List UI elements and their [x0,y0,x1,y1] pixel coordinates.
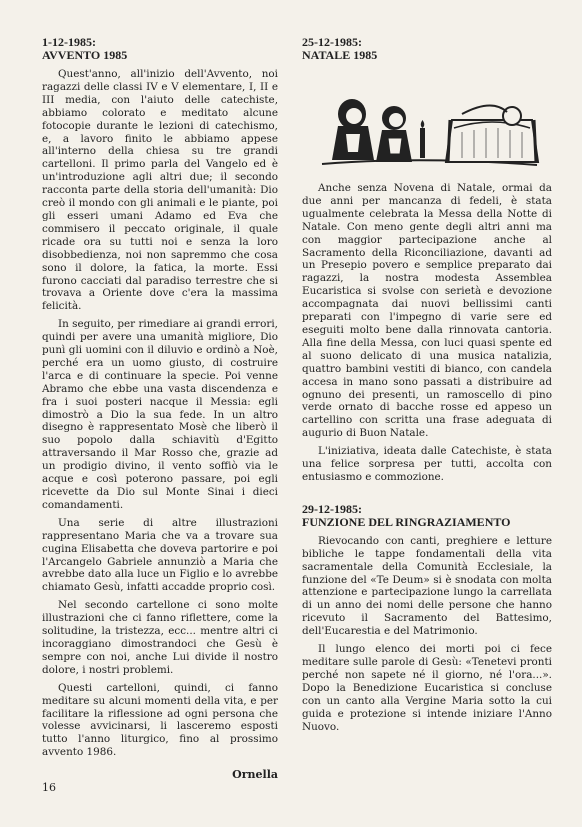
section-spacer [302,489,552,503]
right-column [302,36,552,738]
avvento-paragraph: Nel secondo cartellone ci sono molte illustrazioni che ci fanno riflettere, come la solitudine, la tristezza, ecc... mentre altri ci incoraggiano dimostrandoci che Gesù è sempre con noi, anche Lui divide il nostro dolore, i nostri problemi. [42,599,278,676]
ringraziamento-date: 29-12-1985: [302,501,362,516]
author-signature: Ornella [232,768,278,782]
natale-paragraph: Anche senza Novena di Natale, ormai da due anni per mancanza di fedeli, è stata ugualmente celebrata la Messa della Notte di Natale. Con meno gente degli altri anni ma con maggior partecipazione anche al Sacramento della Riconciliazione, davanti ad un Presepio povero e semplice preparato dai ragazzi, la nostra modesta Assemblea Eucaristica si svolse con serietà e devozione accompagnata dai nuovi bellissimi canti preparati con l'impegno di varie sere ed eseguiti molto bene dalla rinnovata cantoria. Alla fine della Messa, con luci quasi spente ed al suono delicato di una musica natalizia, quattro bambini vestiti di bianco, con candela accesa in mano sono passati a distribuire ad ognuno dei presenti, un ramoscello di pino verde ornato di bacche rosse ed appeso un cartellino con scritta una frase adeguata di augurio di Buon Natale. [302,182,552,440]
avvento-paragraph: In seguito, per rimediare ai grandi errori, quindi per avere una umanità migliore, Dio punì gli uomini con il diluvio e ordinò a Noè, perché era un uomo giusto, di costruire l'arca e di continuare la specie. Poi venne Abramo che ebbe una vasta discendenza e fra i suoi posteri nacque il Messia: egli dimostrò a Dio la sua fede. In un altro disegno è rappresentato Mosè che liberò il suo popolo dalla schiavitù d'Egitto attraversando il Mar Rosso che, grazie ad un prodigio divino, il vento soffiò via le acque e così poterono passare, poi egli ricevette da Dio sul Monte Sinai i dieci comandamenti. [42,318,278,511]
ringraziamento-heading [302,503,552,529]
ringraziamento-title: FUNZIONE DEL RINGRAZIAMENTO [302,514,511,529]
avvento-heading [42,36,278,62]
page-number: 16 [42,781,56,794]
natale-date: 25-12-1985: [302,35,362,49]
avvento-paragraph: Una serie di altre illustrazioni rappresentano Maria che va a trovare sua cugina Elisabetta che doveva partorire e poi l'Arcangelo Gabriele annunziò a Maria che avrebbe dato alla luce un Figlio e lo avrebbe chiamato Gesù, infatti accadde proprio così. [42,516,278,594]
left-column [42,36,278,782]
avvento-date: 1-12-1985: [42,35,96,49]
natale-heading [302,36,552,62]
avvento-title: AVVENTO 1985 [42,48,128,62]
avvento-paragraph: Questi cartelloni, quindi, ci fanno meditare su alcuni momenti della vita, e per facilitare la riflessione ad ogni persona che volesse avvicinarsi, li lasceremo esposti tutto l'anno liturgico, fino al prossimo avvento 1986. [42,681,278,759]
ringraziamento-paragraph: Il lungo elenco dei morti poi ci fece meditare sulle parole di Gesù: «Tenetevi pronti perché non sapete né il giorno, né l'ora...». Dopo la Benedizione Eucaristica si concluse con un canto alla Vergine Maria sotto la cui guida e protezione si intende iniziare l'Anno Nuovo. [302,643,552,733]
nativity-illustration [302,68,552,172]
avvento-paragraph: Quest'anno, all'inizio dell'Avvento, noi ragazzi delle classi IV e V elementare, I, II e III media, con l'aiuto delle catechiste, abbiamo colorato e meditato alcune fotocopie durante le lezioni di catechismo, e, a lavoro finito le abbiamo appese all'interno della chiesa su tre grandi cartelloni. Il primo parla del Vangelo ed è un'introduzione agli altri due; il secondo racconta parte della storia dell'umanità: Dio creò il mondo con gli animali e le piante, poi gli esseri umani Adamo ed Eva che commisero il peccato originale, il quale ricade ora su tutti noi e senza la loro disobbedienza, noi non sapremmo che cosa sono il dolore, la fatica, la morte. Essi furono cacciati dal paradiso terrestre che si trovava a Oriente dove c'era la massima felicità. [42,68,278,313]
natale-title: NATALE 1985 [302,48,378,62]
natale-paragraph: L'iniziativa, ideata dalle Catechiste, è stata una felice sorpresa per tutti, accolta con entusiasmo e commozione. [302,445,552,483]
ringraziamento-paragraph: Rievocando con canti, preghiere e letture bibliche le tappe fondamentali della vita sacramentale della Comunità Ecclesiale, la funzione del «Te Deum» si è snodata con molta attenzione e partecipazione lungo la carrellata di un anno dei nomi delle persone che hanno ricevuto il Sacramento del Battesimo, dell'Eucarestia e del Matrimonio. [302,534,552,638]
